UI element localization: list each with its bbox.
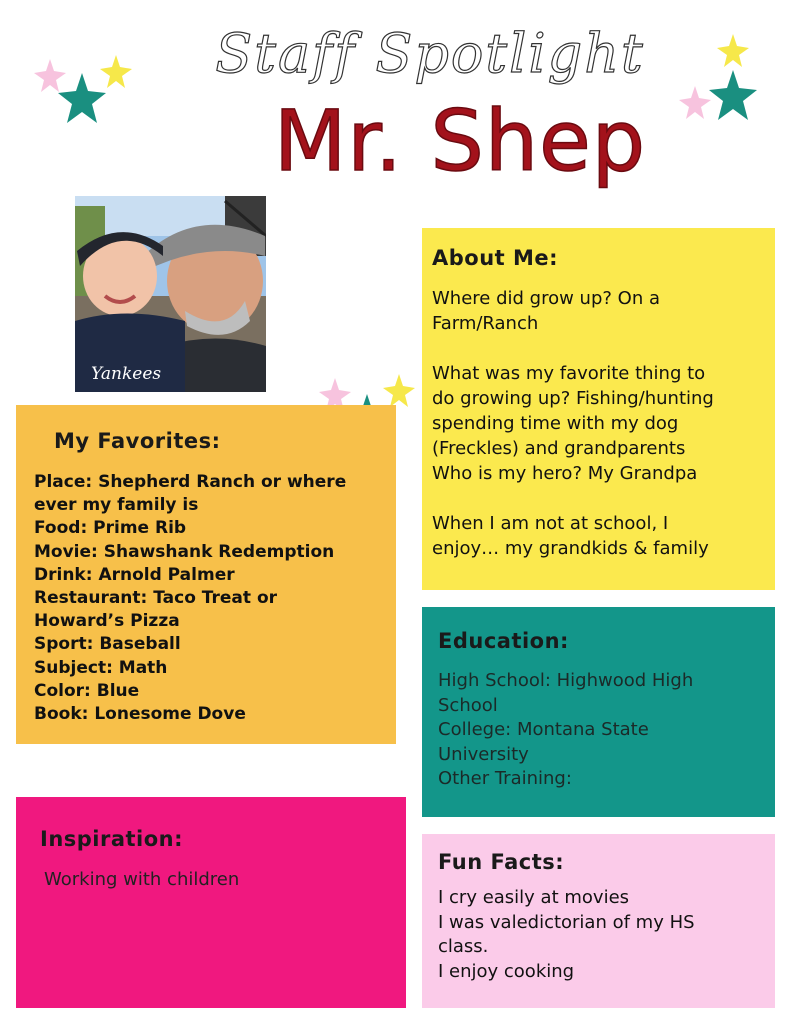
- page-title: Mr. Shep: [273, 92, 647, 190]
- favorite-line: Book: Lonesome Dove: [34, 704, 246, 725]
- about-line: When I am not at school, I: [432, 513, 669, 534]
- education-line: School: [438, 694, 498, 716]
- favorite-line: Subject: Math: [34, 657, 168, 678]
- favorite-line: Drink: Arnold Palmer: [34, 564, 235, 585]
- favorites-heading: My Favorites:: [54, 429, 221, 453]
- fun-fact-line: I was valedictorian of my HS: [438, 911, 695, 933]
- shirt-text: Yankees: [91, 364, 162, 384]
- favorites-panel: [16, 405, 396, 744]
- inspiration-heading: Inspiration:: [40, 827, 184, 851]
- fun-fact-line: I enjoy cooking: [438, 960, 575, 982]
- staff-photo: [75, 196, 266, 392]
- education-line: College: Montana State: [438, 719, 649, 740]
- fun-fact-line: I cry easily at movies: [438, 887, 630, 908]
- about-line: Farm/Ranch: [432, 313, 539, 334]
- about-line: Who is my hero? My Grandpa: [432, 463, 698, 484]
- education-line: Other Training:: [438, 768, 572, 789]
- script-title: Staff Spotlight: [215, 22, 645, 85]
- about-me-heading: About Me:: [432, 246, 559, 270]
- about-line: (Freckles) and grandparents: [432, 438, 686, 459]
- inspiration-panel: [16, 797, 406, 1008]
- education-line: University: [438, 743, 529, 765]
- favorite-line: Sport: Baseball: [34, 634, 181, 655]
- education-line: High School: Highwood High: [438, 670, 694, 691]
- favorite-line: Color: Blue: [34, 680, 140, 701]
- favorite-line: Howard’s Pizza: [34, 611, 180, 632]
- inspiration-text: Working with children: [44, 869, 240, 890]
- about-line: Where did grow up? On a: [432, 288, 660, 309]
- fun-fact-line: class.: [438, 936, 489, 957]
- fun-facts-heading: Fun Facts:: [438, 850, 565, 874]
- about-line: enjoy… my grandkids & family: [432, 538, 709, 559]
- favorite-line: Place: Shepherd Ranch or where: [34, 472, 347, 492]
- star-decoration-icon: [30, 55, 140, 135]
- fun-facts-panel: [422, 834, 775, 1008]
- education-panel: [422, 607, 775, 817]
- favorite-line: Restaurant: Taco Treat or: [34, 588, 278, 609]
- about-line: What was my favorite thing to: [432, 363, 706, 384]
- about-line: do growing up? Fishing/hunting: [432, 388, 714, 409]
- education-heading: Education:: [438, 629, 569, 653]
- about-me-panel: [422, 228, 775, 590]
- favorite-line: Food: Prime Rib: [34, 518, 187, 539]
- favorite-line: Movie: Shawshank Redemption: [34, 541, 335, 562]
- about-line: spending time with my dog: [432, 413, 679, 434]
- favorite-line: ever my family is: [34, 495, 199, 516]
